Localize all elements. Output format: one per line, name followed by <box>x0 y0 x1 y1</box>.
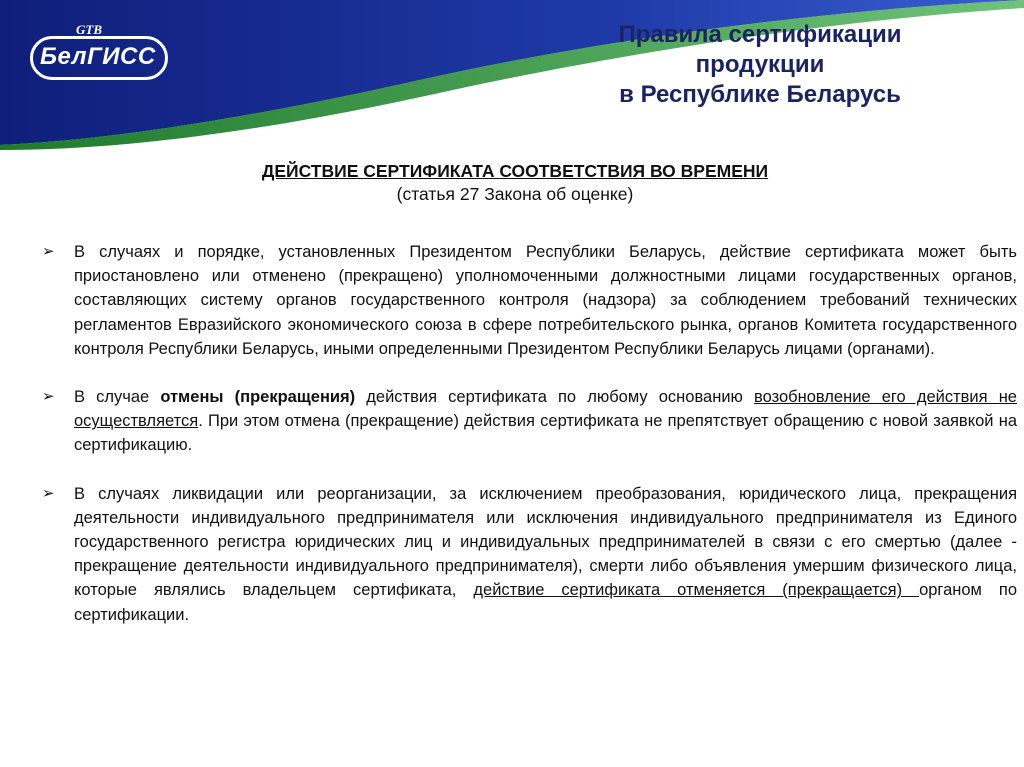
title-line-3: в Республике Беларусь <box>619 81 901 108</box>
bullet-text <box>74 243 1017 358</box>
text-run: . При этом отмена (прекращение) действия сертификата не препятствует обращению с новой заявкой на сертификацию. <box>74 412 1017 455</box>
bullet-item <box>42 240 1017 361</box>
logo-text: БелГИСС <box>40 43 156 70</box>
section-subtitle: (статья 27 Закона об оценке) <box>396 184 634 204</box>
text-run: органом по сертификации. <box>74 581 1018 624</box>
arrow-bullet-icon: ➢ <box>42 388 55 406</box>
belgiss-logo <box>30 22 180 86</box>
arrow-bullet-icon: ➢ <box>42 243 55 260</box>
section-heading <box>140 160 890 206</box>
text-run: действия сертификата по любому основанию <box>355 388 755 407</box>
title-line-2: продукции <box>695 51 825 78</box>
slide-title <box>560 20 960 110</box>
title-line-1: Правила сертификации <box>618 21 902 48</box>
logo-mark: GTB <box>76 22 102 37</box>
bold-emphasis: отмены (прекращения) <box>160 388 356 407</box>
text-run: В случаях и порядке, установленных Президентом Республики Беларусь, действие сертификата может быть приостановлено или отменено (прекращено) уполномоченными должностными лицами государственных органов, составляющих систему органов государственного контроля (надзора) за соблюдением требований технических регламентов Евразийского экономического союза в сфере потребительского рынка, органов Комитета государственного контроля Республики Беларусь, иными определенными Президентом Республики Беларусь лицами (органами). <box>74 243 1017 358</box>
bullet-item <box>42 482 1017 627</box>
bullet-text <box>74 388 1017 454</box>
bullet-item <box>42 385 1017 458</box>
text-run: В случае <box>74 388 161 407</box>
underlined-emphasis: возобновление его действия не осуществляется <box>74 388 1017 431</box>
text-run: В случаях ликвидации или реорганизации, за исключением преобразования, юридического лица, прекращения деятельности индивидуального предпринимателя или исключения индивидуального предпринимателя из Единого государственного регистра юридических лиц и индивидуальных предпринимателей в связи с его смертью (далее - прекращение деятельности индивидуального предпринимателя), смерти либо объявления умершим физического лица, которые являлись владельцем сертификата, <box>74 484 1017 600</box>
bullet-text <box>74 485 1017 624</box>
section-title: ДЕЙСТВИЕ СЕРТИФИКАТА СООТВЕТСТВИЯ ВО ВРЕМЕНИ <box>261 161 769 181</box>
underlined-emphasis: действие сертификата отменяется (прекращается) <box>473 581 920 600</box>
bullet-list <box>42 240 1017 651</box>
arrow-bullet-icon: ➢ <box>42 484 55 502</box>
